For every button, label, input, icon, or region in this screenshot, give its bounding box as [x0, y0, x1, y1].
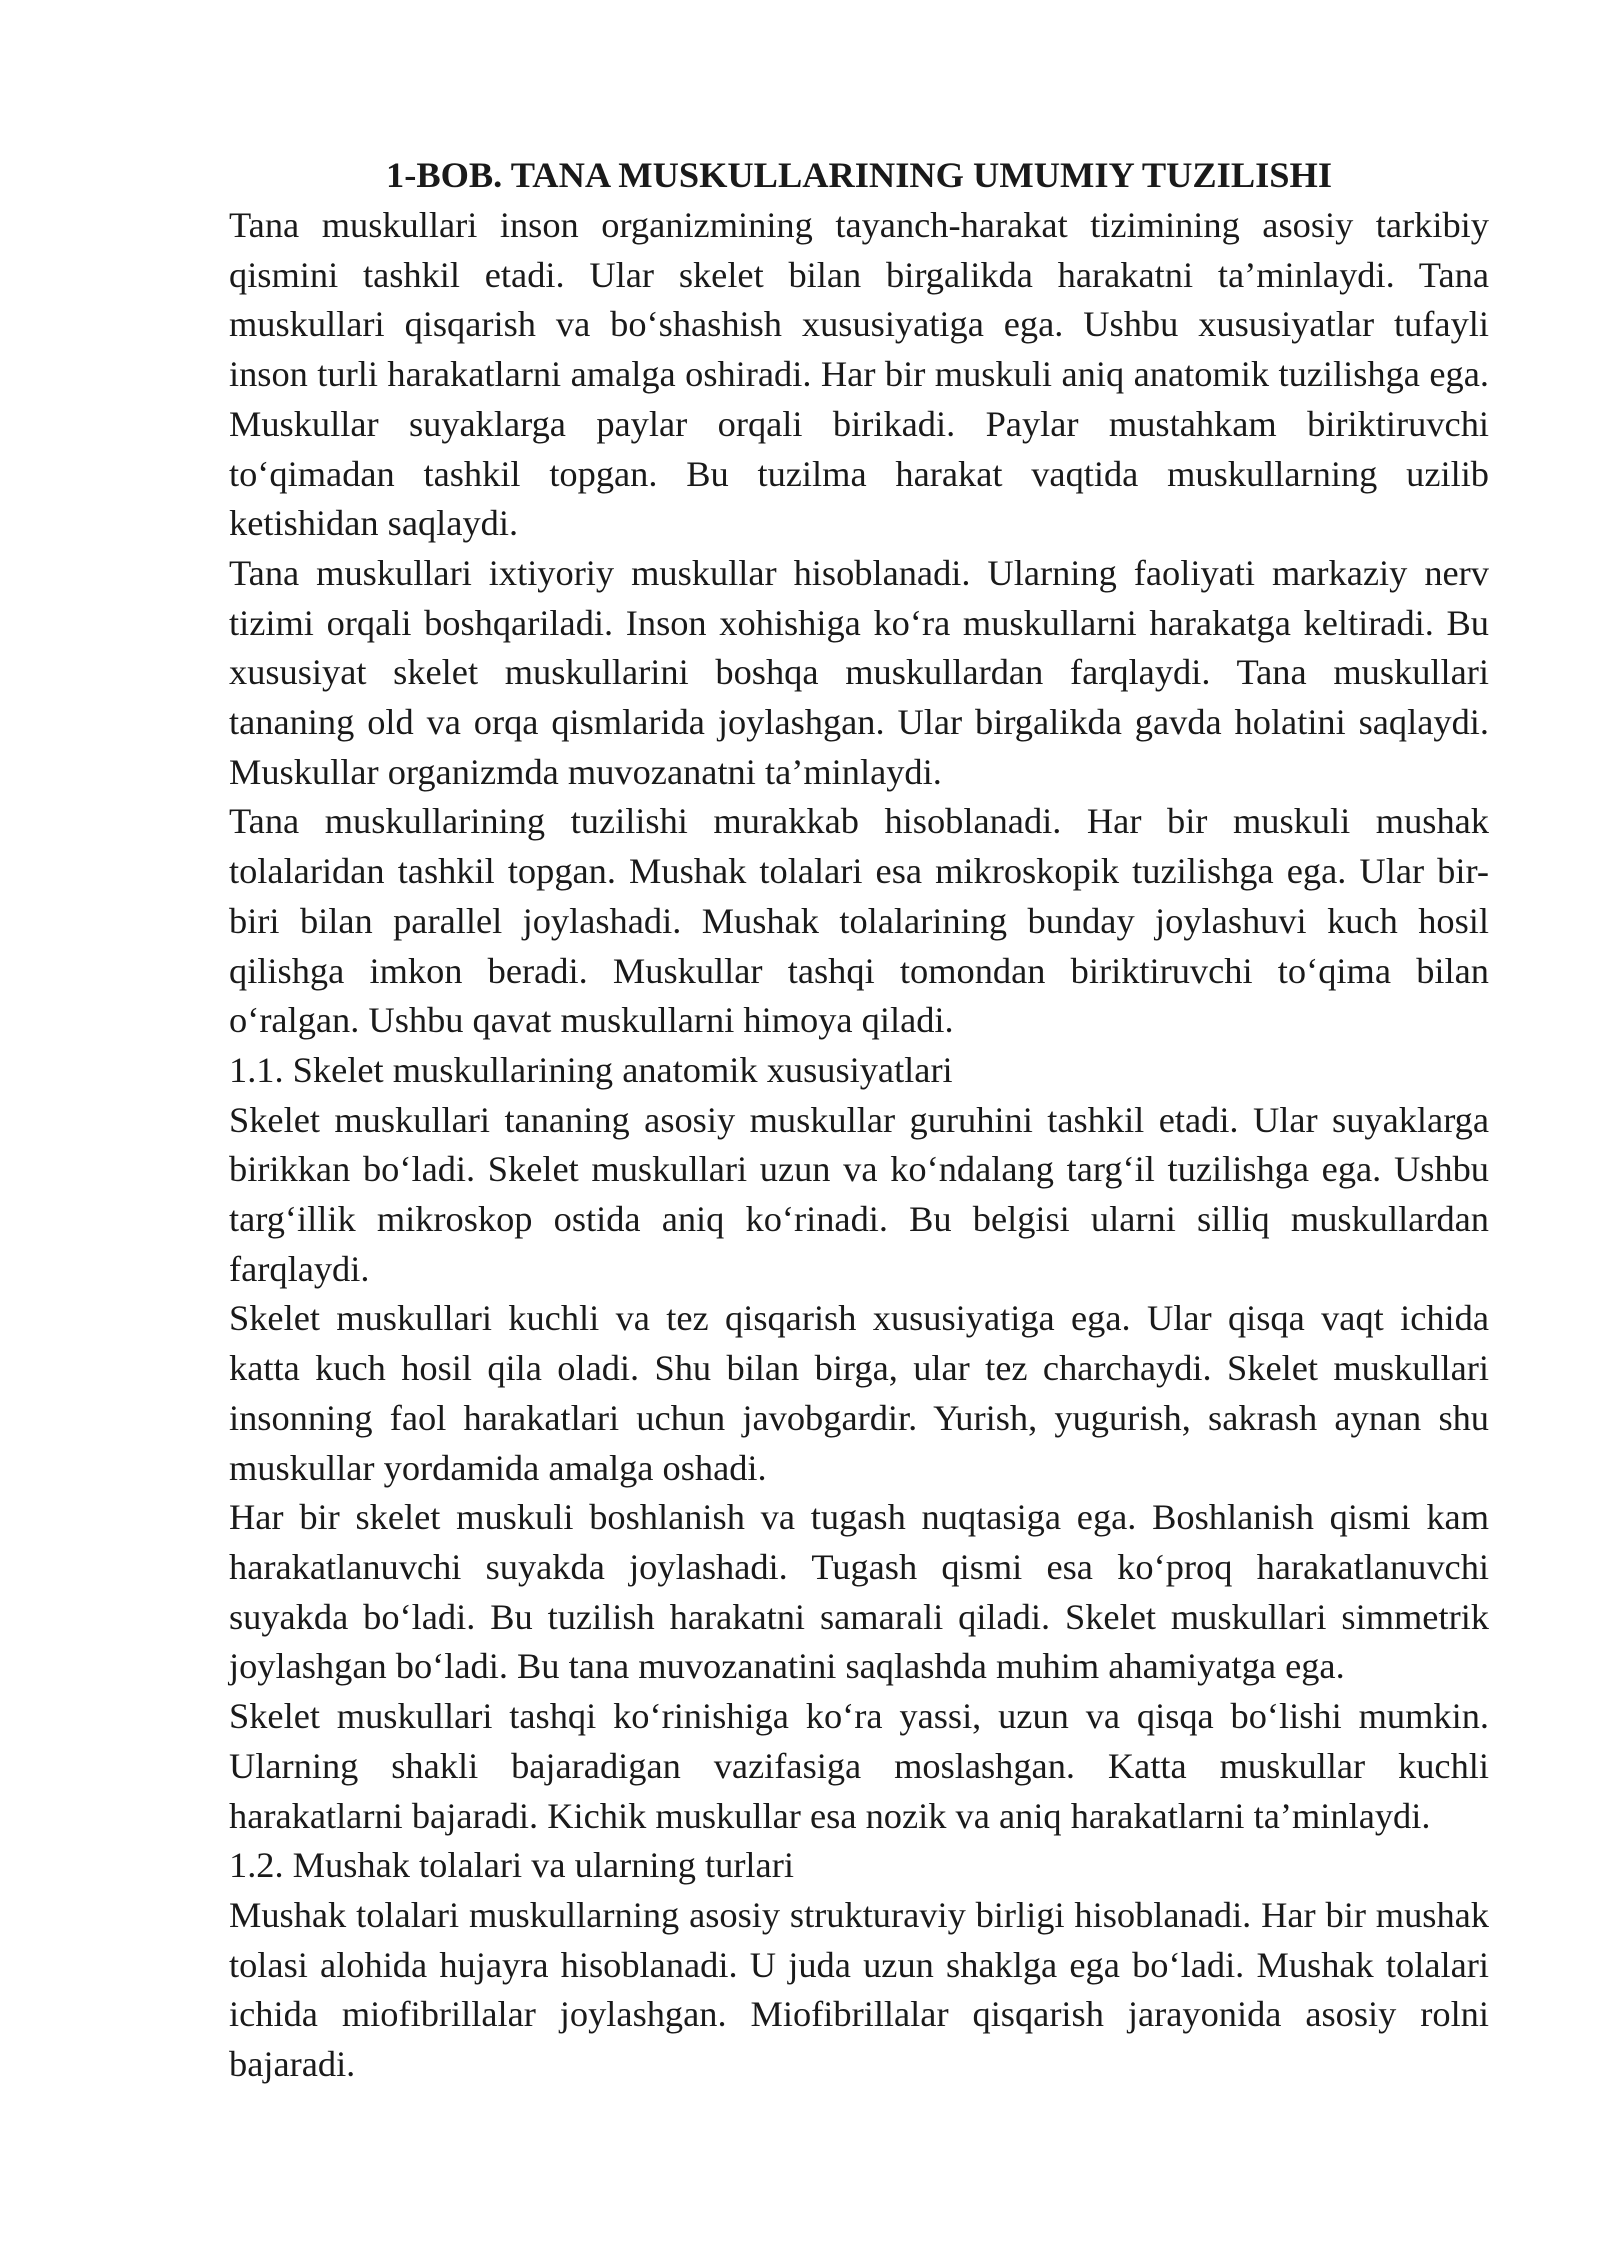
chapter-title: 1-BOB. TANA MUSKULLARINING UMUMIY TUZILISHI: [386, 155, 1332, 195]
paragraph-skeletal-muscles: Skelet muskullari tananing asosiy muskullar guruhini tashkil etadi. Ular suyaklarga birikkan bo‘ladi. Skelet muskullari uzun va ko‘ndalang targ‘il tuzilishga ega. Ushbu targ‘illik mikroskop ostida aniq ko‘rinadi. Bu belgisi ularni silliq muskullardan farqlaydi.: [229, 1099, 1489, 1289]
paragraph-muscle-fibers: Mushak tolalari muskullarning asosiy strukturaviy birligi hisoblanadi. Har bir mushak tolasi alohida hujayra hisoblanadi. U juda uzun shaklga ega bo‘ladi. Mushak tolalari ichida miofibrillalar joylashgan. Miofibrillalar qisqarish jarayonida asosiy rolni bajaradi.: [229, 1894, 1489, 2085]
paragraph-origin-insertion: Har bir skelet muskuli boshlanish va tugash nuqtasiga ega. Boshlanish qismi kam harakatlanuvchi suyakda joylashadi. Tugash qismi esa ko‘proq harakatlanuvchi suyakda bo‘ladi. Bu tuzilish harakatni samarali qiladi. Skelet muskullari simmetrik joylashgan bo‘ladi. Bu tana muvozanatini saqlashda muhim ahamiyatga ega.: [229, 1497, 1489, 1687]
paragraph-contraction: Skelet muskullari kuchli va tez qisqarish xususiyatiga ega. Ular qisqa vaqt ichida katta kuch hosil qila oladi. Shu bilan birga, ular tez charchaydi. Skelet muskullari insonning faol harakatlari uchun javobgardir. Yurish, yugurish, sakrash aynan shu muskullar yordamida amalga oshadi.: [229, 1298, 1489, 1488]
paragraph-intro: Tana muskullari inson organizmining tayanch-harakat tizimining asosiy tarkibiy qismini tashkil etadi. Ular skelet bilan birgalikda harakatni ta’minlaydi. Tana muskullari qisqarish va bo‘shashish xususiyatiga ega. Ushbu xususiyatlar tufayli inson turli harakatlarni amalga oshiradi. Har bir muskuli aniq anatomik tuzilishga ega. Muskullar suyaklarga paylar orqali birikadi. Paylar mustahkam biriktiruvchi to‘qimadan tashkil topgan. Bu tuzilma harakat vaqtida muskullarning uzilib ketishidan saqlaydi.: [229, 205, 1489, 544]
document-page: [229, 150, 1489, 2090]
paragraph-muscle-shapes: Skelet muskullari tashqi ko‘rinishiga ko‘ra yassi, uzun va qisqa bo‘lishi mumkin. Ularning shakli bajaradigan vazifasiga moslashgan. Katta muskullar kuchli harakatlarni bajaradi. Kichik muskullar esa nozik va aniq harakatlarni ta’minlaydi.: [229, 1696, 1489, 1836]
paragraph-voluntary-muscles: Tana muskullari ixtiyoriy muskullar hisoblanadi. Ularning faoliyati markaziy nerv tizimi orqali boshqariladi. Inson xohishiga ko‘ra muskullarni harakatga keltiradi. Bu xususiyat skelet muskullarini boshqa muskullardan farqlaydi. Tana muskullari tananing old va orqa qismlarida joylashgan. Ular birgalikda gavda holatini saqlaydi. Muskullar organizmda muvozanatni ta’minlaydi.: [229, 552, 1489, 792]
paragraph-muscle-structure: Tana muskullarining tuzilishi murakkab hisoblanadi. Har bir muskuli mushak tolalaridan tashkil topgan. Mushak tolalari esa mikroskopik tuzilishga ega. Ular bir-biri bilan parallel joylashadi. Mushak tolalarining bunday joylashuvi kuch hosil qilishga imkon beradi. Muskullar tashqi tomondan biriktiruvchi to‘qima bilan o‘ralgan. Ushbu qavat muskullarni himoya qiladi.: [229, 801, 1489, 1041]
section-heading-1-1: 1.1. Skelet muskullarining anatomik xususiyatlari: [229, 1049, 953, 1090]
section-heading-1-2: 1.2. Mushak tolalari va ularning turlari: [229, 1845, 794, 1886]
